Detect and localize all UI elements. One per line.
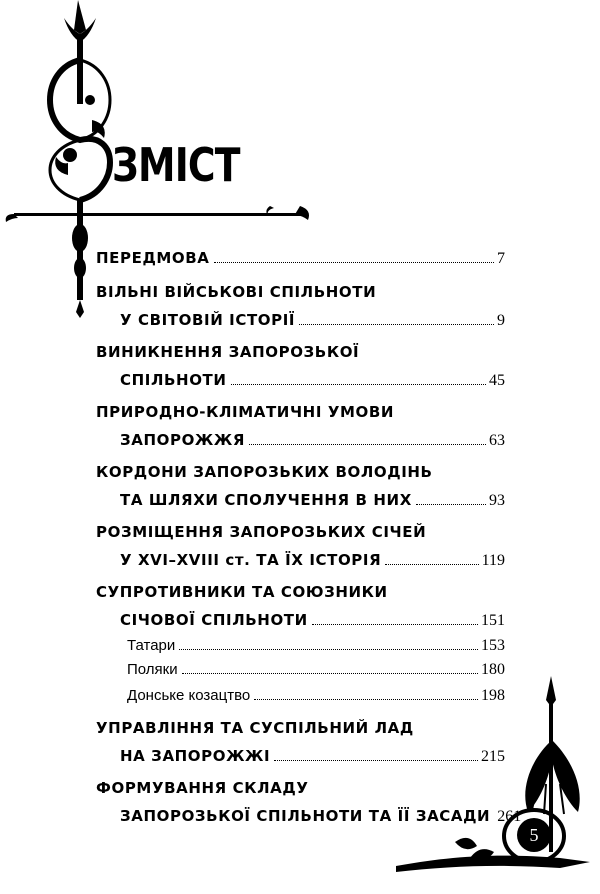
toc-entry-title: КОРДОНИ ЗАПОРОЗЬКИХ ВОЛОДІНЬ	[96, 463, 433, 481]
toc-entry-title: ЗАПОРОЗЬКОЇ СПІЛЬНОТИ ТА ЇЇ ЗАСАДИ	[120, 807, 491, 825]
toc-entry-leader-line	[120, 490, 505, 511]
toc-entry-title: СПІЛЬНОТИ	[120, 371, 227, 389]
toc-entry-title: ЗАПОРОЖЖЯ	[120, 431, 245, 449]
toc-entry-title: НА ЗАПОРОЖЖІ	[120, 747, 271, 765]
dot-leader	[182, 672, 478, 674]
toc-entry-title: У XVI–XVIII ст. ТА ЇХ ІСТОРІЯ	[120, 551, 382, 569]
dot-leader	[312, 623, 478, 625]
toc-entry-title: РОЗМІЩЕННЯ ЗАПОРОЗЬКИХ СІЧЕЙ	[96, 523, 427, 541]
toc-entry-title: Донське козацтво	[127, 687, 251, 704]
toc-entry-leader-line	[120, 746, 505, 767]
toc-entry-leader-line	[120, 806, 522, 827]
toc-entry-leader-line	[120, 310, 505, 331]
dot-leader	[299, 323, 494, 325]
toc-entry-page-number: 198	[481, 687, 505, 704]
toc-entry-title: ФОРМУВАННЯ СКЛАДУ	[96, 779, 309, 797]
toc-entry-heading-line	[96, 582, 505, 602]
page-number-badge: 5	[517, 818, 551, 852]
dot-leader	[179, 648, 478, 650]
toc-entry-title: СУПРОТИВНИКИ ТА СОЮЗНИКИ	[96, 583, 388, 601]
toc-entry-page-number: 151	[481, 612, 505, 629]
toc-entry-leader-line	[127, 636, 505, 656]
toc-entry-leader-line	[127, 686, 505, 706]
toc-entry-heading-line	[96, 462, 505, 482]
toc-entry-page-number: 261	[497, 808, 522, 825]
toc-entry-title: ВИНИКНЕННЯ ЗАПОРОЗЬКОЇ	[96, 343, 360, 361]
toc-entry-title: УПРАВЛІННЯ ТА СУСПІЛЬНИЙ ЛАД	[96, 719, 414, 737]
toc-entry-leader-line	[120, 610, 505, 631]
toc-entry-title: СІЧОВОЇ СПІЛЬНОТИ	[120, 611, 308, 629]
toc-entry-title: ТА ШЛЯХИ СПОЛУЧЕННЯ В НИХ	[120, 491, 412, 509]
toc-entry-leader-line	[120, 370, 505, 391]
toc-entry-page-number: 180	[481, 661, 505, 678]
toc-entry-title: У СВІТОВІЙ ІСТОРІЇ	[120, 311, 296, 329]
toc-entry-heading-line	[96, 718, 505, 738]
dot-leader	[254, 698, 478, 700]
dot-leader	[214, 261, 494, 263]
toc-entry-leader-line	[96, 248, 505, 269]
toc-entry-leader-line	[120, 550, 505, 571]
dot-leader	[416, 503, 486, 505]
toc-entry-page-number: 215	[481, 748, 505, 765]
toc-entry-title: ПЕРЕДМОВА	[96, 249, 210, 267]
toc-entry-title: ВІЛЬНІ ВІЙСЬКОВІ СПІЛЬНОТИ	[96, 283, 377, 301]
dot-leader	[274, 759, 478, 761]
dot-leader	[231, 383, 486, 385]
toc-entry-page-number: 9	[497, 312, 505, 329]
toc-entry-title: ПРИРОДНО-КЛІМАТИЧНІ УМОВИ	[96, 403, 395, 421]
toc-entry-title: Поляки	[127, 661, 178, 678]
toc-entry-leader-line	[120, 430, 505, 451]
toc-entry-page-number: 119	[481, 552, 505, 569]
toc-entry-heading-line	[96, 342, 505, 362]
toc-entry-heading-line	[96, 778, 505, 798]
toc-entry-page-number: 63	[489, 432, 505, 449]
toc-entry-heading-line	[96, 522, 505, 542]
dot-leader	[249, 443, 486, 445]
toc-entry-page-number: 7	[497, 250, 505, 267]
toc-entry-page-number: 93	[489, 492, 505, 509]
toc-entry-leader-line	[127, 660, 505, 680]
toc-entry-title: Татари	[127, 637, 176, 654]
dot-leader	[385, 563, 478, 565]
toc-entry-page-number: 153	[481, 637, 505, 654]
toc-entry-heading-line	[96, 402, 505, 422]
toc-entry-page-number: 45	[489, 372, 505, 389]
page-title: ЗМІСТ	[112, 138, 240, 192]
toc-entry-heading-line	[96, 282, 505, 302]
